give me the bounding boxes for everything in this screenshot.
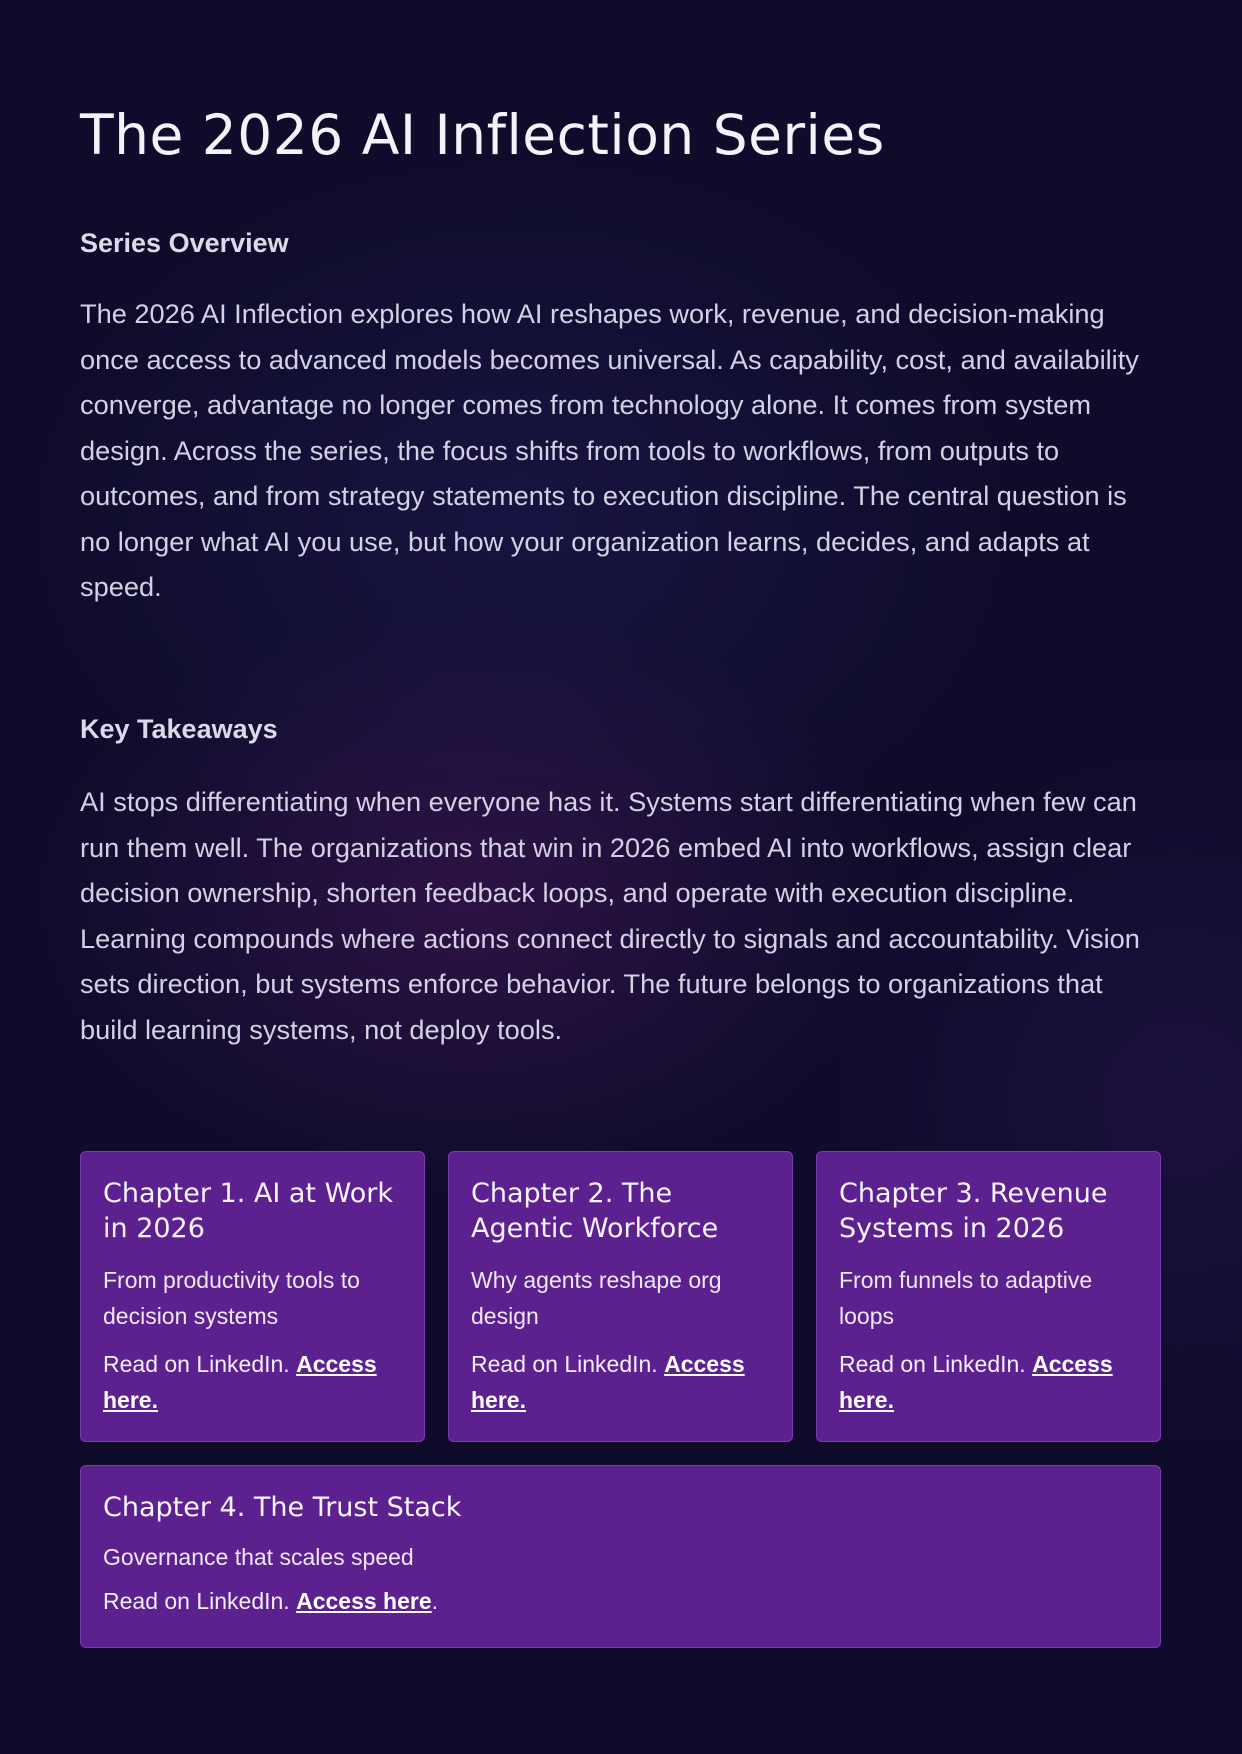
chapter-read-line <box>103 1346 402 1418</box>
chapter-read-line <box>471 1346 770 1418</box>
chapter-4-access-link[interactable]: Access here <box>296 1588 432 1614</box>
chapter-title: Chapter 3. Revenue Systems in 2026 <box>839 1178 1108 1244</box>
chapter-3-access-link[interactable]: Access here. <box>839 1351 1113 1413</box>
chapter-1-access-link[interactable]: Access here. <box>103 1351 377 1413</box>
page-title: The 2026 AI Inflection Series <box>80 103 885 167</box>
read-on-linkedin-text: Read on LinkedIn. <box>103 1351 297 1377</box>
chapter-card-1 <box>80 1151 425 1442</box>
chapter-2-access-link[interactable]: Access here. <box>471 1351 745 1413</box>
chapter-read-line <box>103 1583 1138 1619</box>
read-on-linkedin-text: Read on LinkedIn. <box>103 1588 297 1614</box>
chapter-subtitle: Governance that scales speed <box>103 1544 414 1570</box>
chapter-card-2 <box>448 1151 793 1442</box>
chapter-card-3 <box>816 1151 1161 1442</box>
key-takeaways-text: AI stops differentiating when everyone has it. Systems start differentiating when few can run them well. The organizations that win in 2026 embed AI into workflows, assign clear decision ownership, shorten feedback loops, and operate with execution discipline. Learning compounds where actions connect directly to signals and accountability. Vision sets direction, but systems enforce behavior. The future belongs to organizations that build learning systems, not deploy tools. <box>80 786 1140 1045</box>
read-suffix: . <box>431 1588 439 1614</box>
series-overview-heading: Series Overview <box>80 228 289 258</box>
chapter-read-line <box>839 1346 1138 1418</box>
chapter-card-4 <box>80 1465 1161 1648</box>
chapter-title: Chapter 1. AI at Work in 2026 <box>103 1178 393 1244</box>
series-overview-text: The 2026 AI Inflection explores how AI reshapes work, revenue, and decision-making once access to advanced models becomes universal. As capability, cost, and availability converge, advantage no longer comes from technology alone. It comes from system design. Across the series, the focus shifts from tools to workflows, from outputs to outcomes, and from strategy statements to execution discipline. The central question is no longer what AI you use, but how your organization learns, decides, and adapts at speed. <box>80 298 1139 602</box>
chapter-subtitle: From productivity tools to decision systems <box>103 1267 360 1329</box>
read-on-linkedin-text: Read on LinkedIn. <box>471 1351 665 1377</box>
key-takeaways-heading: Key Takeaways <box>80 714 278 744</box>
chapter-title: Chapter 4. The Trust Stack <box>103 1492 462 1523</box>
read-on-linkedin-text: Read on LinkedIn. <box>839 1351 1033 1377</box>
chapter-subtitle: From funnels to adaptive loops <box>839 1267 1093 1329</box>
chapter-subtitle: Why agents reshape org design <box>471 1267 722 1329</box>
chapter-title: Chapter 2. The Agentic Workforce <box>471 1178 719 1244</box>
